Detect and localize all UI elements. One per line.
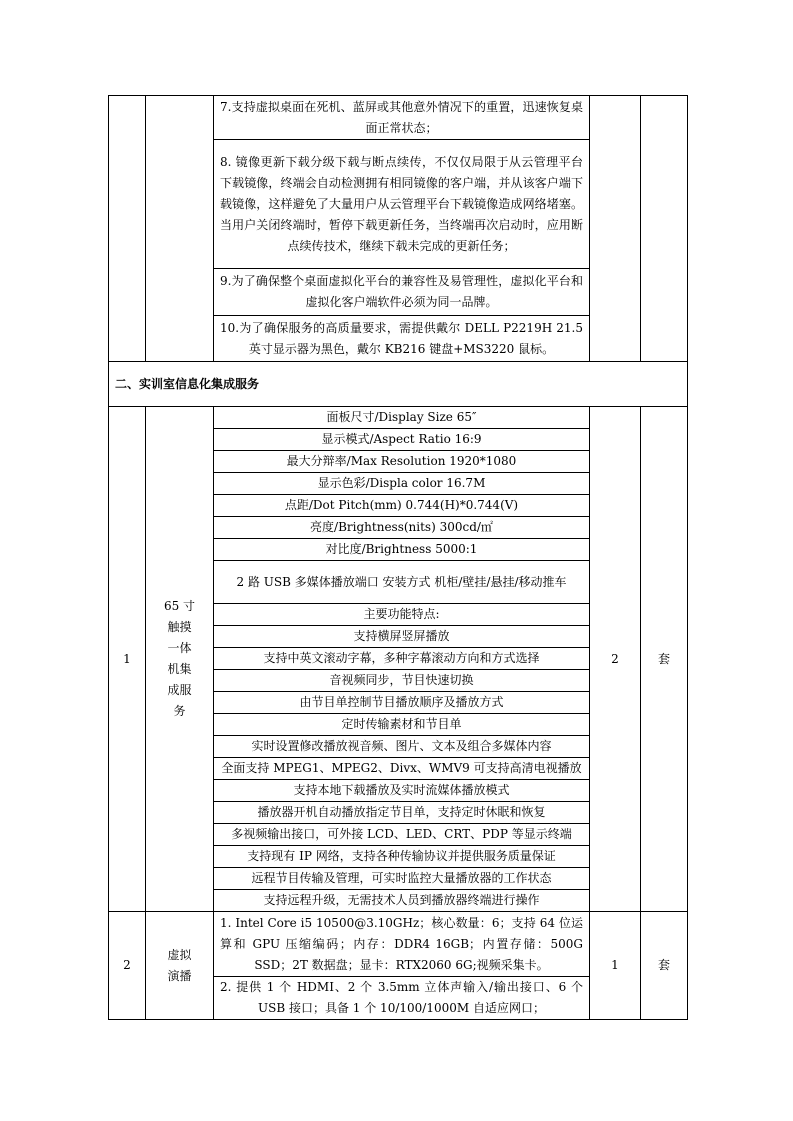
item-name-line: 机集 [167, 662, 192, 676]
section-title: 二、实训室信息化集成服务 [109, 362, 688, 407]
index-cell-empty [109, 96, 146, 362]
spec-line: 对比度/Brightness 5000:1 [214, 539, 590, 561]
spec-line: 面板尺寸/Display Size 65″ [214, 407, 590, 429]
spec-paragraph: 2. 提供 1 个 HDMI、2 个 3.5mm 立体声输入/输出接口、6 个 USB 接口；具备 1 个 10/100/1000M 自适应网口； [214, 977, 590, 1020]
item-name-line: 演播 [167, 968, 192, 983]
spec-line: 显示模式/Aspect Ratio 16:9 [214, 429, 590, 451]
spec-paragraph: 1. Intel Core i5 10500@3.10GHz；核心数量：6；支持 64 位运算和 GPU 压缩编码；内存：DDR4 16GB；内置存储：500G SSD；2T 数据盘；显卡：RTX2060 6G;视频采集卡。 [214, 912, 590, 977]
spec-line: 支持远程升级，无需技术人员到播放器终端进行操作 [214, 890, 590, 912]
spec-line: 音视频同步，节目快速切换 [214, 670, 590, 692]
spec-line: 支持现有 IP 网络，支持各种传输协议并提供服务质量保证 [214, 846, 590, 868]
item-name-line: 务 [173, 704, 186, 718]
table-row [109, 407, 688, 429]
spec-line: 支持中英文滚动字幕，多种字幕滚动方向和方式选择 [214, 648, 590, 670]
item-index: 2 [109, 912, 146, 1020]
spec-paragraph: 10.为了确保服务的高质量要求，需提供戴尔 DELL P2219H 21.5英寸显示器为黑色，戴尔 KB216 键盘+MS3220 鼠标。 [214, 316, 590, 362]
item-name-line: 触摸 [167, 620, 192, 634]
spec-line: 定时传输素材和节目单 [214, 714, 590, 736]
spec-line: 点距/Dot Pitch(mm) 0.744(H)*0.744(V) [214, 495, 590, 517]
name-cell-empty [146, 96, 214, 362]
spec-line: 全面支持 MPEG1、MPEG2、Divx、WMV9 可支持高清电视播放 [214, 758, 590, 780]
item-name-line: 一体 [167, 641, 192, 655]
spec-line: 支持横屏竖屏播放 [214, 626, 590, 648]
spec-line: 主要功能特点: [214, 604, 590, 626]
table-row [109, 912, 688, 977]
item-quantity: 2 [590, 407, 641, 912]
spec-paragraph: 8. 镜像更新下载分级下载与断点续传，不仅仅局限于从云管理平台下载镜像，终端会自动检测拥有相同镜像的客户端，并从该客户端下载镜像，这样避免了大量用户从云管理平台下载镜像造成网络堵塞。当用户关闭终端时，暂停下载更新任务，当终端再次启动时，应用断点续传技术，继续下载未完成的更新任务； [214, 140, 590, 269]
item-quantity: 1 [590, 912, 641, 1020]
item-index: 1 [109, 407, 146, 912]
item-name [146, 407, 214, 912]
spec-paragraph: 7.支持虚拟桌面在死机、蓝屏或其他意外情况下的重置，迅速恢复桌面正常状态； [214, 96, 590, 140]
spec-line: 显示色彩/Displa color 16.7M [214, 473, 590, 495]
spec-line: 支持本地下载播放及实时流媒体播放模式 [214, 780, 590, 802]
item-name-line: 65 寸 [163, 599, 196, 613]
spec-line: 播放器开机自动播放指定节目单，支持定时休眠和恢复 [214, 802, 590, 824]
item-unit: 套 [641, 912, 688, 1020]
section-row [109, 362, 688, 407]
item-unit: 套 [641, 407, 688, 912]
spec-line: 由节目单控制节目播放顺序及播放方式 [214, 692, 590, 714]
item-name-line: 虚拟 [167, 947, 192, 962]
spec-table [108, 95, 688, 1020]
spec-line: 远程节目传输及管理，可实时监控大量播放器的工作状态 [214, 868, 590, 890]
unit-cell-empty [641, 96, 688, 362]
spec-line: 实时设置修改播放视音频、图片、文本及组合多媒体内容 [214, 736, 590, 758]
item-name-line: 成服 [167, 683, 192, 697]
spec-paragraph: 9.为了确保整个桌面虚拟化平台的兼容性及易管理性，虚拟化平台和虚拟化客户端软件必须为同一品牌。 [214, 269, 590, 316]
spec-line: 2 路 USB 多媒体播放端口 安装方式 机柜/壁挂/悬挂/移动推车 [214, 561, 590, 604]
spec-line: 亮度/Brightness(nits) 300cd/㎡ [214, 517, 590, 539]
spec-line: 最大分辩率/Max Resolution 1920*1080 [214, 451, 590, 473]
spec-line: 多视频输出接口，可外接 LCD、LED、CRT、PDP 等显示终端 [214, 824, 590, 846]
qty-cell-empty [590, 96, 641, 362]
item-name [146, 912, 214, 1020]
table-row [109, 96, 688, 140]
